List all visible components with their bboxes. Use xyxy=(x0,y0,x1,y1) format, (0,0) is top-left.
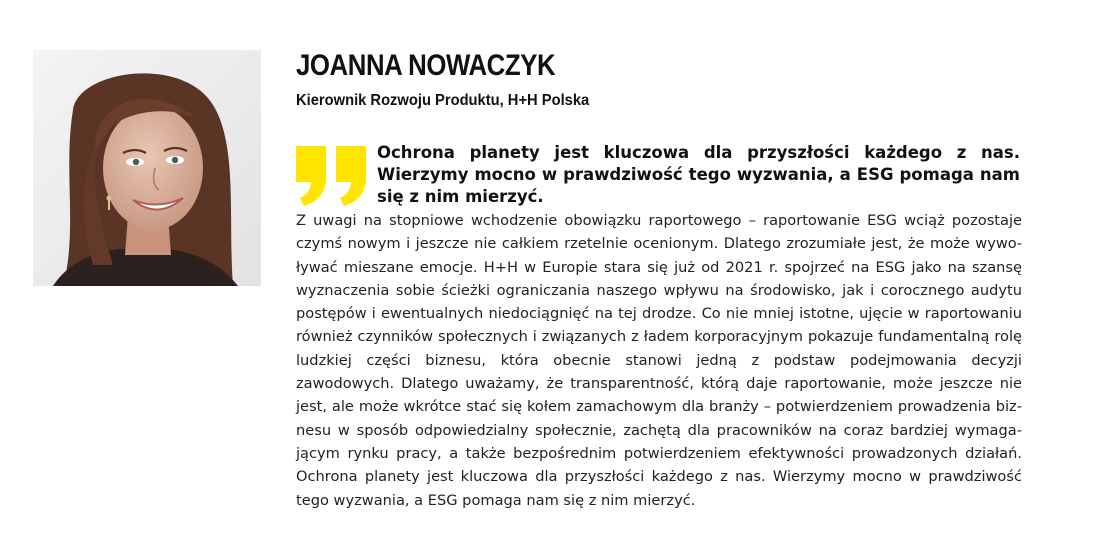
person-role: Kierownik Rozwoju Produktu, H+H Polska xyxy=(296,92,590,109)
quote-mark-icon xyxy=(296,146,368,206)
quote-lead-text: Ochrona planety jest kluczowa dla przyszłości każdego z nas. Wierzymy mocno w prawdziwość tego wyzwania, a ESG pomaga nam się z nim mierzyć. xyxy=(377,143,1020,206)
person-name: JOANNA NOWACZYK xyxy=(296,49,556,82)
body-paragraph: Z uwagi na stopniowe wchodzenie obowiązku raportowego – raportowanie ESG wciąż pozostaje czymś nowym i jeszcze nie całkiem rzetelnie ocenionym. Dlatego zrozumiałe jest, że może wywoływać mieszane emocje. H+H w Europie stara się już od 2021 r. spojrzeć na ESG jako na szansę wyznaczenia sobie ścieżki ograniczania naszego wpływu na środowisko, jak i corocznego audytu postępów i ewentualnych niedociągnięć na tej drodze. Co nie mniej istotne, ujęcie w raportowaniu również czynników społecznych i związanych z ładem korporacyjnym pokazuje fundamentalną rolę ludzkiej części biznesu, która obecnie stanowi jedną z podstaw podejmowania decyzji zawodowych. Dlatego uważamy, że transparentność, którą daje raportowanie, może jeszcze nie jest, ale może wkrótce stać się kołem zamachowym dla branży – potwierdzeniem prowadzenia biznesu w sposób odpowiedzialny społecznie, zachętą dla pracowników na coraz bardziej wymagającym rynku pracy, a także bezpośrednim potwierdzeniem efektywności prowadzonych działań. Ochrona planety jest kluczowa dla przyszłości każdego z nas. Wierzymy mocno w prawdziwość tego wyzwania, a ESG pomaga nam się z nim mierzyć. xyxy=(296,212,1022,509)
portrait-photo xyxy=(33,50,261,286)
